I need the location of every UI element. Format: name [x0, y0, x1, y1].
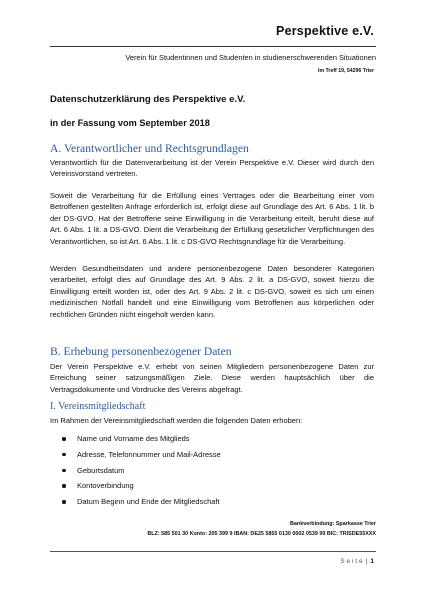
section-a-paragraph-1: Verantwortlich für die Datenverarbeitung ist der Verein Perspektive e.V. Dieser wird durch den Vereinsvorstand vertreten.	[50, 158, 374, 179]
bullet-icon	[62, 437, 66, 441]
footer-divider	[50, 551, 376, 552]
document-title: Datenschutzerklärung des Perspektive e.V.	[50, 94, 246, 105]
bank-details: BLZ: 585 501 30 Konto: 205 399 9 IBAN: DE25 5855 0130 0002 0539 99 BIC: TRISDE55XXX	[147, 531, 376, 537]
list-item: Datum Beginn und Ende der Mitgliedschaft	[50, 494, 221, 510]
list-item: Name und Vorname des Mitglieds	[50, 431, 221, 447]
header-divider	[50, 46, 376, 47]
document-version: in der Fassung vom September 2018	[50, 118, 210, 128]
list-item: Kontoverbindung	[50, 478, 221, 494]
organization-name: Perspektive e.V.	[276, 24, 374, 38]
organization-subtitle: Verein für Studentinnen und Studenten in studienerschwerenden Situationen	[125, 53, 376, 62]
membership-intro: Im Rahmen der Vereinsmitgliedschaft werden die folgenden Daten erhoben:	[50, 416, 303, 425]
page-separator: |	[365, 558, 368, 565]
section-a-paragraph-2: Soweit die Verarbeitung für die Erfüllung eines Vertrages oder die Bearbeitung einer vom Betroffenen gestellten Anfrage erforderlich ist, erfolgt diese auf Grundlage des Art. 6 Abs. 1 lit. b der DS-GVO. Hat der Betroffene seine Einwilligung in die Verarbeitung erteilt, beruht diese auf Art. 6 Abs. 1 lit. a DS-GVO. Dient die Verarbeitung der Erfüllung gesetzlicher Verpflichtungen des Verantwortlichen, so ist Art. 6 Abs. 1 lit. c DS-GVO Rechtsgrundlage für die Verarbeitung.	[50, 191, 374, 246]
bullet-icon	[62, 484, 66, 488]
list-item: Geburtsdatum	[50, 463, 221, 479]
section-b-paragraph: Der Verein Perspektive e.V. erhebt von seinen Mitgliedern personenbezogene Daten zur Erreichung seiner satzungsmäßigen Ziele. Diese werden hauptsächlich über die Vertragsdokumente und Vordrucke des Vereins abgefragt.	[50, 362, 374, 394]
list-item: Adresse, Telefonnummer und Mail-Adresse	[50, 447, 221, 463]
bullet-icon	[62, 453, 66, 457]
bullet-icon	[62, 500, 66, 504]
subsection-membership-heading: I. Vereinsmitgliedschaft	[50, 401, 146, 412]
page-number-value: 1	[370, 558, 374, 565]
section-a-paragraph-3: Werden Gesundheitsdaten und andere personenbezogene Daten besonderer Kategorien verarbeitet, erfolgt dies auf Grundlage des Art. 9 Abs. 2 lit. a DS-GVO, soweit hierzu die Einwilligung erteilt worden ist, oder des Art. 9 Abs. 2 lit. c DS-GVO, soweit es sich um einen medizinischen Notfall handelt und eine Einwilligung vom Betroffenen aus körperlichen oder rechtlichen Gründen nicht eingeholt werden kann.	[50, 264, 374, 319]
organization-address: Im Treff 19, 54296 Trier	[318, 68, 374, 74]
section-a-heading: A. Verantwortlicher und Rechtsgrundlagen	[50, 142, 249, 155]
membership-data-list	[50, 431, 221, 510]
section-b-heading: B. Erhebung personenbezogener Daten	[50, 345, 232, 358]
page-number	[340, 558, 374, 565]
bullet-icon	[62, 469, 66, 473]
bank-label: Bankverbindung: Sparkasse Trier	[290, 521, 376, 527]
page-label: S e i t e	[340, 558, 363, 565]
